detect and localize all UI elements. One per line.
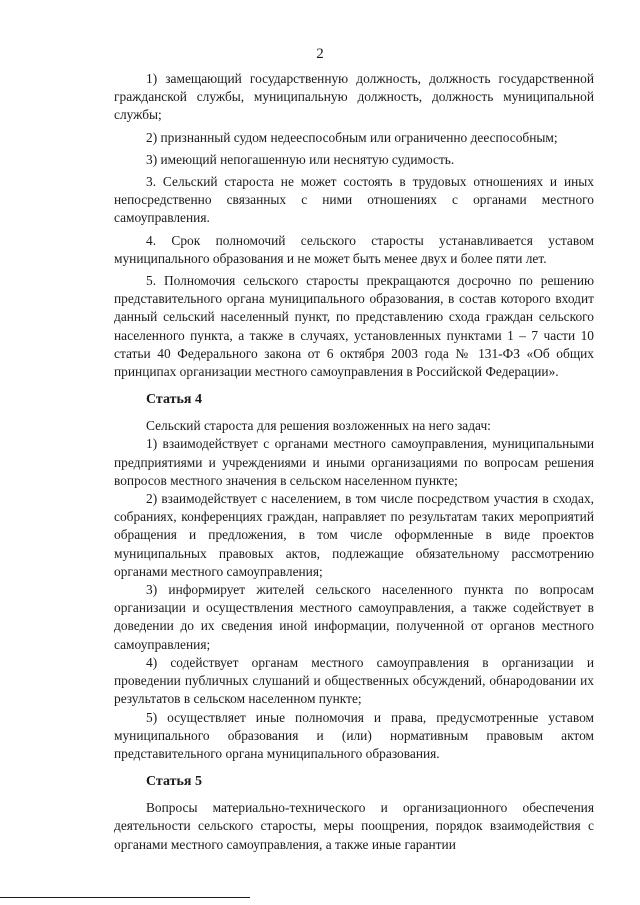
- paragraph-item-1: 1) замещающий государственную должность, должность государственной гражданской службы, муниципальную должность, должность муниципальной службы;: [114, 71, 594, 123]
- article-4-intro: Сельский староста для решения возложенных на него задач:: [146, 418, 491, 434]
- paragraph-item-2: 2) признанный судом недееспособным или ограниченно дееспособным;: [146, 129, 558, 145]
- article-5-paragraph: Вопросы материально-технического и организационного обеспечения деятельности сельского старосты, меры поощрения, порядок взаимодействия с органами местного самоуправления, а также иные гарантии: [114, 800, 594, 852]
- article-4-item-3: 3) информирует жителей сельского населенного пункта по вопросам организации и осуществления местного самоуправления, а также содействует в доведении до их сведения иной информации, полученной от органов местного самоуправления;: [114, 582, 594, 652]
- document-body: [114, 70, 594, 854]
- paragraph-clause-3: 3. Сельский староста не может состоять в трудовых отношениях и иных непосредственно связанных с ними отношениях с органами местного самоуправления.: [114, 174, 594, 226]
- paragraph-clause-5: 5. Полномочия сельского старосты прекращаются досрочно по решению представительного органа муниципального образования, в состав которого входит данный сельский населенный пункт, по представлению схода граждан сельского населенного пункта, а также в случаях, установленных пунктами 1 – 7 части 10 статьи 40 Федерального закона от 6 октября 2003 года № 131-ФЗ «Об общих принципах организации местного самоуправления в Российской Федерации».: [114, 273, 594, 380]
- paragraph-clause-4: 4. Срок полномочий сельского старосты устанавливается уставом муниципального образования и не может быть менее двух и более пяти лет.: [114, 232, 594, 266]
- page-number: 2: [316, 46, 324, 62]
- article-5-heading: Статья 5: [146, 774, 202, 790]
- article-4-item-1: 1) взаимодействует с органами местного самоуправления, муниципальными предприятиями и учреждениями и иными организациями по вопросам решения вопросов местного значения в сельском населенном пункте;: [114, 436, 594, 488]
- article-4-heading: Статья 4: [146, 392, 202, 408]
- footer-divider: [0, 897, 250, 898]
- article-4-item-4: 4) содействует органам местного самоуправления в организации и проведении публичных слушаний и общественных обсуждений, обнародовании их результатов в сельском населенном пункте;: [114, 654, 594, 707]
- article-4-item-5: 5) осуществляет иные полномочия и права, предусмотренные уставом муниципального образования и (или) нормативным правовым актом представительного органа муниципального образования.: [114, 709, 594, 761]
- paragraph-item-3: 3) имеющий непогашенную или неснятую судимость.: [146, 151, 455, 167]
- article-4-item-2: 2) взаимодействует с населением, в том числе посредством участия в сходах, собраниях, конференциях граждан, направляет по результатам таких мероприятий обращения и предложения, в том числе оформленные в виде проектов муниципальных правовых актов, подлежащие обязательному рассмотрению органами местного самоуправления;: [114, 491, 594, 579]
